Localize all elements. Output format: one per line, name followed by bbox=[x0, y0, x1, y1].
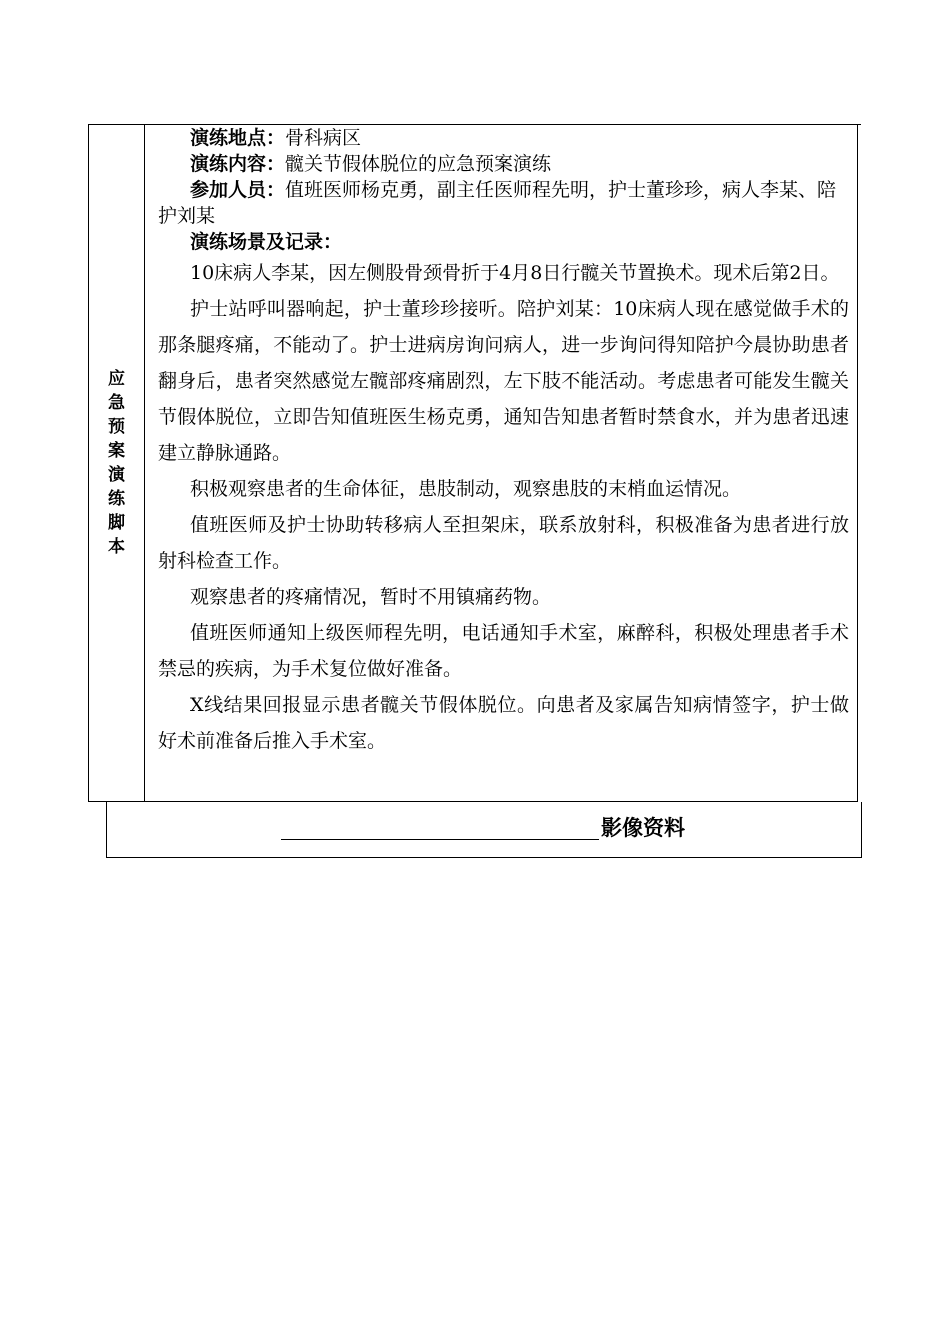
drill-location-value: 骨科病区 bbox=[285, 127, 362, 149]
section-label-char: 预 bbox=[108, 417, 125, 437]
drill-participants bbox=[158, 177, 849, 229]
drill-location bbox=[158, 125, 849, 151]
drill-content-cell bbox=[146, 125, 857, 801]
image-materials-label: 影像资料 bbox=[601, 816, 685, 840]
section-label-char: 案 bbox=[108, 441, 125, 461]
scene-paragraph: 值班医师及护士协助转移病人至担架床，联系放射科，积极准备为患者进行放射科检查工作。 bbox=[158, 514, 849, 572]
section-label-char: 急 bbox=[108, 393, 125, 413]
section-label-char: 脚 bbox=[108, 513, 125, 533]
drill-content-label: 演练内容： bbox=[190, 153, 286, 175]
drill-scene-label: 演练场景及记录： bbox=[190, 231, 343, 253]
scene-paragraph: 护士站呼叫器响起，护士董珍珍接听。陪护刘某：10床病人现在感觉做手术的那条腿疼痛，不能动了。护士进病房询问病人，进一步询问得知陪护今晨协助患者翻身后，患者突然感觉左髋部疼痛剧烈，左下肢不能活动。考虑患者可能发生髋关节假体脱位，立即告知值班医生杨克勇，通知告知患者暂时禁食水，并为患者迅速建立静脉通路。 bbox=[158, 298, 849, 464]
drill-content bbox=[158, 151, 849, 177]
drill-script-table bbox=[88, 124, 858, 802]
section-label-char: 应 bbox=[108, 369, 125, 389]
image-materials-blank-line bbox=[281, 839, 599, 840]
drill-scene-heading bbox=[158, 229, 849, 255]
section-label-char: 演 bbox=[108, 465, 125, 485]
scene-paragraph: 10床病人李某，因左侧股骨颈骨折于4月8日行髋关节置换术。现术后第2日。 bbox=[190, 262, 840, 284]
section-label-char: 练 bbox=[108, 489, 125, 509]
scene-paragraph: X线结果回报显示患者髋关节假体脱位。向患者及家属告知病情签字，护士做好术前准备后推入手术室。 bbox=[158, 694, 849, 752]
scene-paragraph: 值班医师通知上级医师程先明，电话通知手术室，麻醉科，积极处理患者手术禁忌的疾病，为手术复位做好准备。 bbox=[158, 622, 849, 680]
scene-paragraph: 积极观察患者的生命体征，患肢制动，观察患肢的末梢血运情况。 bbox=[190, 478, 742, 500]
section-label-cell bbox=[89, 125, 145, 801]
section-label bbox=[108, 367, 125, 559]
drill-content-value: 髋关节假体脱位的应急预案演练 bbox=[285, 153, 552, 175]
image-materials-row bbox=[106, 802, 862, 858]
drill-participants-value: 值班医师杨克勇，副主任医师程先明，护士董珍珍，病人李某、陪护刘某 bbox=[158, 179, 837, 227]
drill-location-label: 演练地点： bbox=[190, 127, 286, 149]
scene-paragraph: 观察患者的疼痛情况，暂时不用镇痛药物。 bbox=[190, 586, 552, 608]
section-label-char: 本 bbox=[108, 537, 125, 557]
drill-participants-label: 参加人员： bbox=[190, 179, 286, 201]
